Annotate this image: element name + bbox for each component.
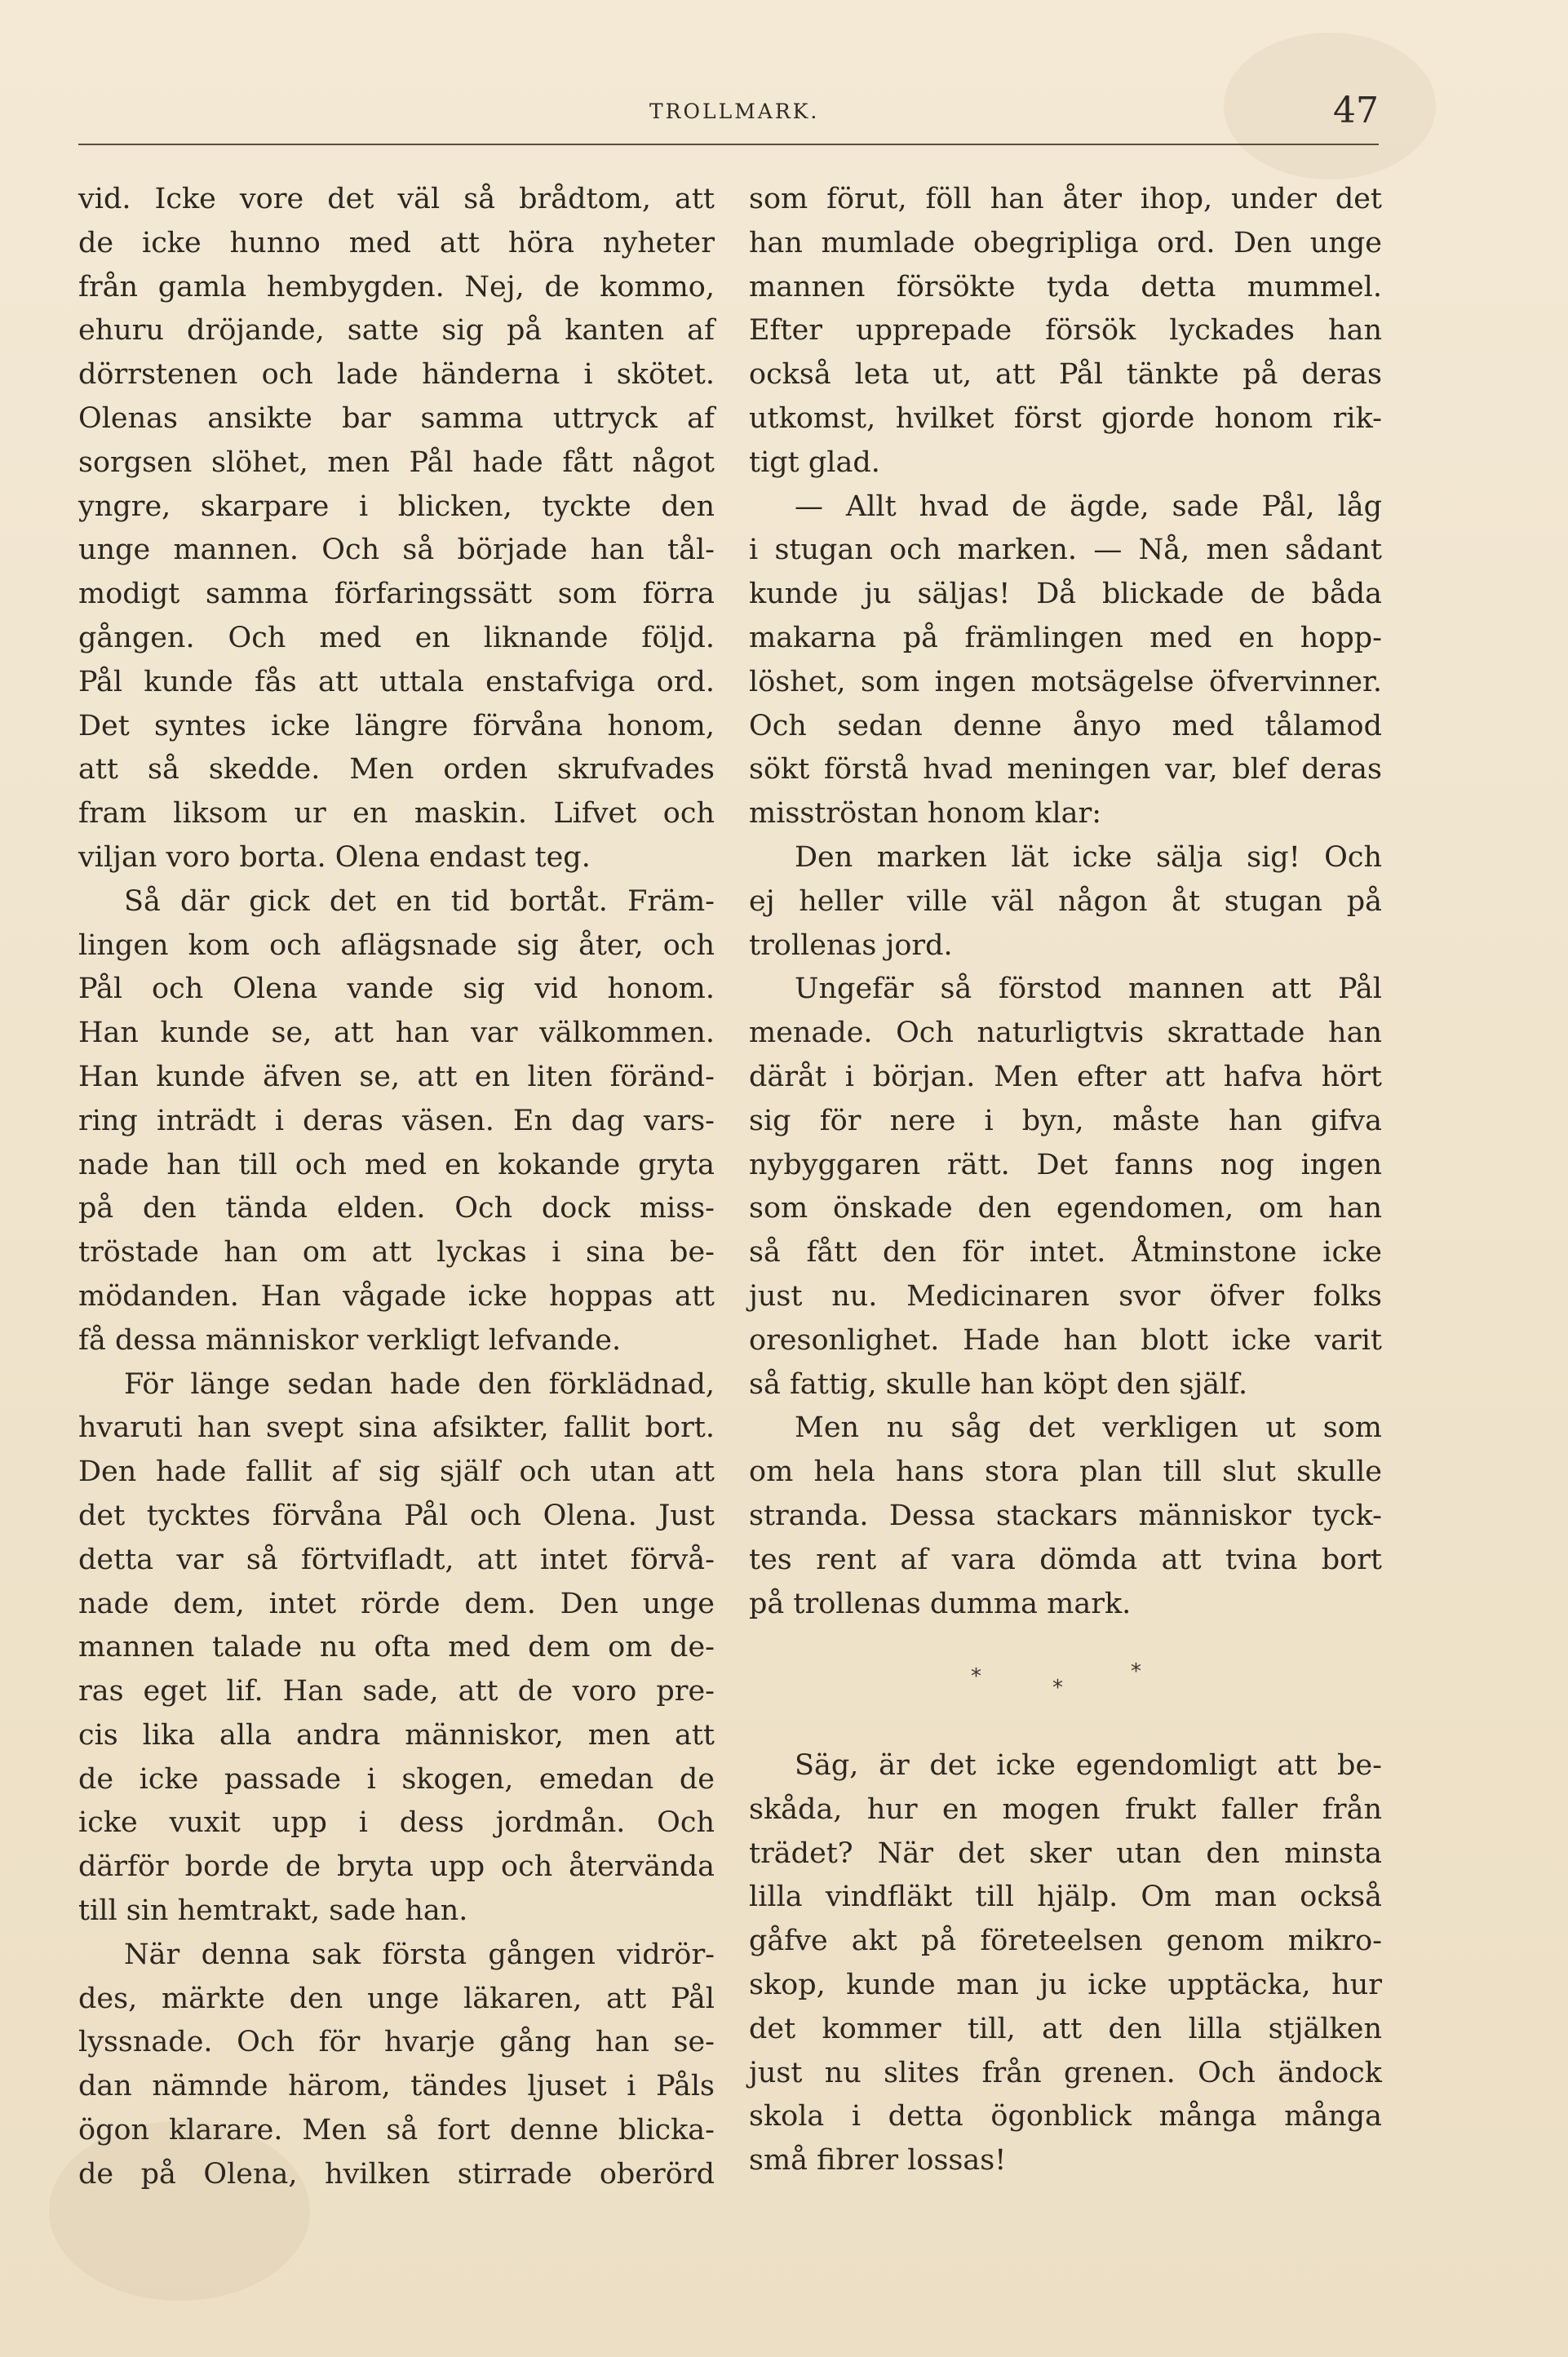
text-line: Det syntes icke längre förvåna honom,: [78, 709, 715, 742]
paragraph-start: Den marken lät icke sälja sig! Och: [795, 840, 1382, 874]
text-line: ras eget lif. Han sade, att de voro pre-: [78, 1675, 715, 1708]
section-separator: [971, 1651, 1167, 1717]
text-line: stranda. Dessa stackars människor tyck-: [749, 1499, 1382, 1532]
text-line: skop, kunde man ju icke upptäcka, hur: [749, 1968, 1382, 2001]
text-line: lingen kom och aflägsnade sig åter, och: [78, 928, 715, 962]
text-line: Efter upprepade försök lyckades han: [749, 314, 1382, 348]
text-line: också leta ut, att Pål tänkte på deras: [749, 358, 1382, 392]
text-line: de icke hunno med att höra nyheter: [78, 226, 715, 259]
text-line: skola i detta ögonblick många många: [749, 2100, 1382, 2133]
text-line: löshet, som ingen motsägelse öfvervinner.: [749, 665, 1382, 698]
asterisk-icon: *: [1052, 1676, 1063, 1700]
text-line: mannen talade nu ofta med dem om de-: [78, 1631, 715, 1664]
header-rule: [78, 144, 1379, 145]
text-line: få dessa människor verkligt lefvande.: [78, 1323, 622, 1357]
text-line: i stugan och marken. — Nå, men sådant: [749, 534, 1382, 567]
text-line: nade dem, intet rörde dem. Den unge: [78, 1587, 715, 1620]
text-line: makarna på främlingen med en hopp-: [749, 621, 1382, 654]
text-line: han mumlade obegripliga ord. Den unge: [749, 226, 1382, 259]
text-line: des, märkte den unge läkaren, att Pål: [78, 1982, 715, 2015]
text-line: nybyggaren rätt. Det fanns nog ingen: [749, 1148, 1382, 1181]
text-line: sökt förstå hvad meningen var, blef deras: [749, 753, 1382, 786]
text-line: just nu slites från grenen. Och ändock: [749, 2056, 1382, 2089]
text-line: gången. Och med en liknande följd.: [78, 621, 715, 654]
text-line: gåfve akt på företeelsen genom mikro-: [749, 1925, 1382, 1958]
page-header: [78, 90, 1379, 145]
running-head: TROLLMARK.: [649, 100, 820, 123]
text-line: Den hade fallit af sig själf och utan att: [78, 1455, 715, 1489]
page-number: 47: [1333, 90, 1379, 131]
text-line: unge mannen. Och så började han tål-: [78, 534, 715, 567]
text-line: Pål och Olena vande sig vid honom.: [78, 972, 715, 1006]
text-line: tes rent af vara dömda att tvina bort: [749, 1543, 1382, 1576]
text-line: från gamla hembygden. Nej, de kommo,: [78, 270, 715, 303]
asterisk-icon: *: [971, 1664, 981, 1689]
paragraph-start: Säg, är det icke egendomligt att be-: [795, 1749, 1382, 1782]
text-line: Olenas ansikte bar samma uttryck af: [78, 401, 715, 435]
text-line: Han kunde äfven se, att en liten föränd-: [78, 1060, 715, 1093]
paragraph-start: — Allt hvad de ägde, sade Pål, låg: [795, 490, 1382, 523]
text-line: sorgsen slöhet, men Pål hade fått något: [78, 445, 715, 479]
text-line: fram liksom ur en maskin. Lifvet och: [78, 797, 715, 831]
text-line: på trollenas dumma mark.: [749, 1587, 1132, 1620]
text-line: trollenas jord.: [749, 928, 953, 962]
text-line: ögon klarare. Men så fort denne blicka-: [78, 2114, 715, 2147]
text-line: små fibrer lossas!: [749, 2144, 1007, 2178]
paragraph-start: Så där gick det en tid bortåt. Främ-: [124, 884, 715, 918]
text-line: som önskade den egendomen, om han: [749, 1192, 1382, 1225]
text-line: lilla vindfläkt till hjälp. Om man också: [749, 1881, 1382, 1914]
text-line: cis lika alla andra människor, men att: [78, 1718, 715, 1752]
left-column: [78, 178, 715, 2197]
paragraph-start: Men nu såg det verkligen ut som: [795, 1411, 1382, 1445]
text-line: om hela hans stora plan till slut skulle: [749, 1455, 1382, 1489]
text-line: tigt glad.: [749, 445, 880, 479]
text-line: dörrstenen och lade händerna i skötet.: [78, 358, 715, 392]
paragraph-start: Ungefär så förstod mannen att Pål: [795, 972, 1382, 1006]
text-line: icke vuxit upp i dess jordmån. Och: [78, 1806, 715, 1840]
paragraph-start: För länge sedan hade den förklädnad,: [124, 1367, 715, 1401]
text-line: ej heller ville väl någon åt stugan på: [749, 884, 1382, 918]
text-line: hvaruti han svept sina afsikter, fallit bort.: [78, 1411, 715, 1445]
text-line: utkomst, hvilket först gjorde honom rik-: [749, 401, 1382, 435]
text-line: viljan voro borta. Olena endast teg.: [78, 840, 591, 874]
text-line: yngre, skarpare i blicken, tyckte den: [78, 490, 715, 523]
text-line: lyssnade. Och för hvarje gång han se-: [78, 2026, 715, 2059]
text-line: därför borde de bryta upp och återvända: [78, 1850, 715, 1884]
text-line: sig för nere i byn, måste han gifva: [749, 1104, 1382, 1137]
text-line: de icke passade i skogen, emedan de: [78, 1762, 715, 1796]
text-line: ring inträdt i deras väsen. En dag vars-: [78, 1104, 715, 1137]
text-line: modigt samma förfaringssätt som förra: [78, 578, 715, 611]
text-line: till sin hemtrakt, sade han.: [78, 1894, 468, 1928]
text-line: så fattig, skulle han köpt den själf.: [749, 1367, 1248, 1401]
text-line: mannen försökte tyda detta mummel.: [749, 270, 1382, 303]
text-line: just nu. Medicinaren svor öfver folks: [749, 1279, 1382, 1313]
text-line: så fått den för intet. Åtminstone icke: [749, 1236, 1382, 1269]
text-line: menade. Och naturligtvis skrattade han: [749, 1017, 1382, 1050]
text-line: däråt i början. Men efter att hafva hört: [749, 1060, 1382, 1093]
text-line: vid. Icke vore det väl så brådtom, att: [78, 183, 715, 215]
text-line: kunde ju säljas! Då blickade de båda: [749, 578, 1382, 611]
text-line: på den tända elden. Och dock miss-: [78, 1192, 715, 1225]
text-line: ehuru dröjande, satte sig på kanten af: [78, 314, 715, 348]
text-line: som förut, föll han åter ihop, under det: [749, 183, 1382, 215]
text-line: nade han till och med en kokande gryta: [78, 1148, 715, 1181]
text-line: oresonlighet. Hade han blott icke varit: [749, 1323, 1382, 1357]
text-line: att så skedde. Men orden skrufvades: [78, 753, 715, 786]
text-line: Och sedan denne ånyo med tålamod: [749, 709, 1382, 742]
asterisk-icon: *: [1131, 1659, 1141, 1684]
text-line: mödanden. Han vågade icke hoppas att: [78, 1279, 715, 1313]
text-line: detta var så förtvifladt, att intet förvå-: [78, 1543, 715, 1576]
right-column: [749, 178, 1382, 1626]
right-column-after-break: [749, 1744, 1382, 2183]
text-line: det tycktes förvåna Pål och Olena. Just: [78, 1499, 715, 1532]
text-line: Han kunde se, att han var välkommen.: [78, 1017, 715, 1050]
paragraph-start: När denna sak första gången vidrör-: [124, 1938, 715, 1971]
text-line: det kommer till, att den lilla stjälken: [749, 2012, 1382, 2045]
text-line: misströstan honom klar:: [749, 797, 1102, 831]
text-line: Pål kunde fås att uttala enstafviga ord.: [78, 665, 715, 698]
text-line: dan nämnde härom, tändes ljuset i Påls: [78, 2070, 715, 2103]
text-line: skåda, hur en mogen frukt faller från: [749, 1792, 1382, 1826]
text-line: de på Olena, hvilken stirrade oberörd: [78, 2157, 715, 2191]
text-line: tröstade han om att lyckas i sina be-: [78, 1236, 715, 1269]
text-line: trädet? När det sker utan den minsta: [749, 1836, 1382, 1870]
